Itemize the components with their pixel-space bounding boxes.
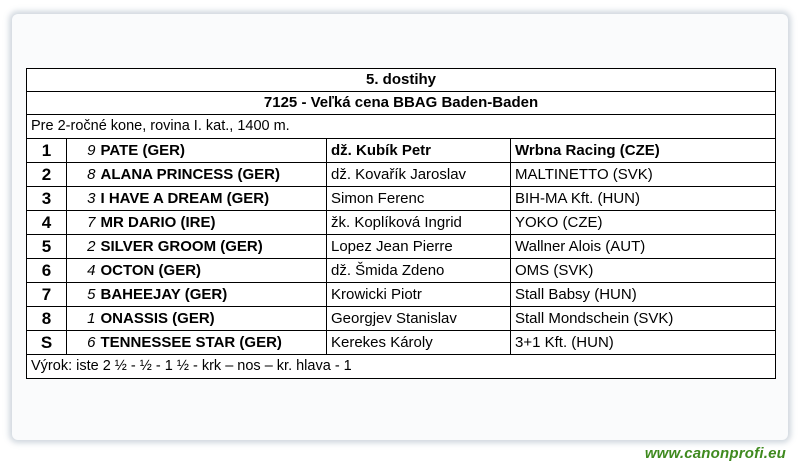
owner-name: OMS (SVK)	[511, 259, 776, 283]
result-row	[27, 235, 776, 259]
race-heading: 5. dostihy	[27, 69, 776, 92]
verdict-text: Výrok: iste 2 ½ - ½ - 1 ½ - krk – nos – kr. hlava - 1	[27, 355, 776, 379]
finish-position: S	[27, 331, 67, 355]
jockey-name: dž. Kubík Petr	[327, 139, 511, 163]
jockey-name: dž. Šmida Zdeno	[327, 259, 511, 283]
horse-number: 5	[67, 283, 99, 307]
owner-name: YOKO (CZE)	[511, 211, 776, 235]
horse-number: 7	[67, 211, 99, 235]
horse-name: TENNESSEE STAR (GER)	[99, 331, 327, 355]
horse-number: 8	[67, 163, 99, 187]
horse-name: MR DARIO (IRE)	[99, 211, 327, 235]
owner-name: Wrbna Racing (CZE)	[511, 139, 776, 163]
race-conditions: Pre 2-ročné kone, rovina I. kat., 1400 m.	[27, 115, 776, 139]
horse-name: SILVER GROOM (GER)	[99, 235, 327, 259]
horse-number: 6	[67, 331, 99, 355]
finish-position: 2	[27, 163, 67, 187]
result-row	[27, 259, 776, 283]
finish-position: 1	[27, 139, 67, 163]
result-row	[27, 139, 776, 163]
finish-position: 7	[27, 283, 67, 307]
verdict-row	[27, 355, 776, 379]
jockey-name: žk. Koplíková Ingrid	[327, 211, 511, 235]
watermark: www.canonprofi.eu	[644, 445, 786, 462]
horse-name: OCTON (GER)	[99, 259, 327, 283]
horse-number: 1	[67, 307, 99, 331]
horse-name: BAHEEJAY (GER)	[99, 283, 327, 307]
horse-name: PATE (GER)	[99, 139, 327, 163]
jockey-name: dž. Kovařík Jaroslav	[327, 163, 511, 187]
horse-number: 3	[67, 187, 99, 211]
owner-name: Wallner Alois (AUT)	[511, 235, 776, 259]
jockey-name: Kerekes Károly	[327, 331, 511, 355]
owner-name: BIH-MA Kft. (HUN)	[511, 187, 776, 211]
race-results-table	[26, 68, 776, 379]
finish-position: 8	[27, 307, 67, 331]
jockey-name: Georgjev Stanislav	[327, 307, 511, 331]
jockey-name: Lopez Jean Pierre	[327, 235, 511, 259]
result-row	[27, 283, 776, 307]
jockey-name: Simon Ferenc	[327, 187, 511, 211]
horse-number: 4	[67, 259, 99, 283]
horse-number: 9	[67, 139, 99, 163]
horse-name: I HAVE A DREAM (GER)	[99, 187, 327, 211]
finish-position: 6	[27, 259, 67, 283]
horse-name: ALANA PRINCESS (GER)	[99, 163, 327, 187]
owner-name: 3+1 Kft. (HUN)	[511, 331, 776, 355]
horse-number: 2	[67, 235, 99, 259]
finish-position: 3	[27, 187, 67, 211]
finish-position: 5	[27, 235, 67, 259]
result-row	[27, 307, 776, 331]
owner-name: MALTINETTO (SVK)	[511, 163, 776, 187]
result-row	[27, 331, 776, 355]
owner-name: Stall Babsy (HUN)	[511, 283, 776, 307]
horse-name: ONASSIS (GER)	[99, 307, 327, 331]
result-row	[27, 163, 776, 187]
result-row	[27, 187, 776, 211]
finish-position: 4	[27, 211, 67, 235]
race-name: 7125 - Veľká cena BBAG Baden-Baden	[27, 92, 776, 115]
jockey-name: Krowicki Piotr	[327, 283, 511, 307]
result-row	[27, 211, 776, 235]
owner-name: Stall Mondschein (SVK)	[511, 307, 776, 331]
